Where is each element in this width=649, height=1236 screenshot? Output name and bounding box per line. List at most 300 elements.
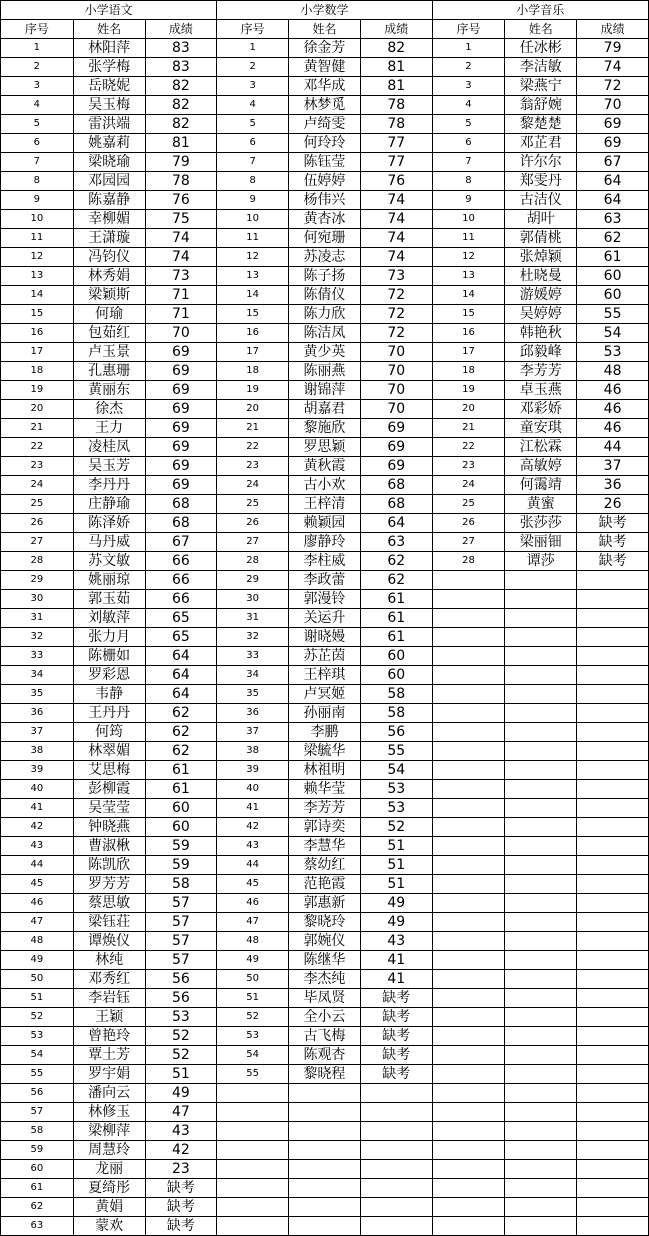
student-name-cell: 黄秋霞 <box>289 457 361 476</box>
seq-cell: 15 <box>217 305 289 324</box>
score-cell: 63 <box>360 533 432 552</box>
empty-cell <box>360 1198 432 1217</box>
empty-cell <box>432 989 505 1008</box>
seq-cell: 48 <box>1 932 74 951</box>
student-name-cell: 罗宇娟 <box>73 1065 145 1084</box>
seq-cell: 53 <box>1 1027 74 1046</box>
seq-cell: 15 <box>432 305 505 324</box>
seq-cell: 52 <box>1 1008 74 1027</box>
seq-cell: 12 <box>432 248 505 267</box>
table-row <box>1 286 649 305</box>
header-name: 姓名 <box>505 20 577 39</box>
score-cell: 52 <box>145 1027 217 1046</box>
score-cell: 60 <box>360 647 432 666</box>
seq-cell: 30 <box>1 590 74 609</box>
table-row <box>1 571 649 590</box>
seq-cell: 33 <box>1 647 74 666</box>
score-cell: 68 <box>145 514 217 533</box>
score-cell: 69 <box>145 438 217 457</box>
student-name-cell: 卢绮雯 <box>289 115 361 134</box>
score-cell: 70 <box>360 362 432 381</box>
table-row <box>1 1065 649 1084</box>
student-name-cell: 彭柳霞 <box>73 780 145 799</box>
student-name-cell: 邓华成 <box>289 77 361 96</box>
score-cell: 76 <box>145 191 217 210</box>
score-cell: 缺考 <box>145 1217 217 1236</box>
seq-cell: 9 <box>1 191 74 210</box>
student-name-cell: 周慧玲 <box>73 1141 145 1160</box>
student-name-cell: 苏芷茵 <box>289 647 361 666</box>
student-name-cell: 雷洪端 <box>73 115 145 134</box>
empty-cell <box>577 1103 649 1122</box>
empty-cell <box>505 932 577 951</box>
header-name: 姓名 <box>73 20 145 39</box>
table-row <box>1 58 649 77</box>
empty-cell <box>432 1027 505 1046</box>
score-cell: 66 <box>145 590 217 609</box>
score-cell: 64 <box>145 647 217 666</box>
table-row <box>1 761 649 780</box>
score-cell: 54 <box>577 324 649 343</box>
empty-cell <box>577 1008 649 1027</box>
student-name-cell: 孙丽南 <box>289 704 361 723</box>
score-cell: 56 <box>145 970 217 989</box>
header-score: 成绩 <box>577 20 649 39</box>
score-cell: 49 <box>360 913 432 932</box>
student-name-cell: 蔡思敏 <box>73 894 145 913</box>
score-cell: 46 <box>577 381 649 400</box>
empty-cell <box>505 1179 577 1198</box>
seq-cell: 55 <box>1 1065 74 1084</box>
seq-cell: 45 <box>217 875 289 894</box>
student-name-cell: 黄丽东 <box>73 381 145 400</box>
student-name-cell: 吴莹莹 <box>73 799 145 818</box>
student-name-cell: 姚丽琼 <box>73 571 145 590</box>
table-row <box>1 343 649 362</box>
student-name-cell: 李鹏 <box>289 723 361 742</box>
student-name-cell: 何玲玲 <box>289 134 361 153</box>
seq-cell: 9 <box>217 191 289 210</box>
score-cell: 68 <box>360 495 432 514</box>
table-row <box>1 1046 649 1065</box>
student-name-cell: 郭惠新 <box>289 894 361 913</box>
student-name-cell: 全小云 <box>289 1008 361 1027</box>
seq-cell: 9 <box>432 191 505 210</box>
empty-cell <box>577 742 649 761</box>
seq-cell: 60 <box>1 1160 74 1179</box>
student-name-cell: 覃土芳 <box>73 1046 145 1065</box>
score-cell: 71 <box>145 305 217 324</box>
empty-cell <box>577 590 649 609</box>
student-name-cell: 吴婷婷 <box>505 305 577 324</box>
table-row <box>1 1103 649 1122</box>
empty-cell <box>432 1046 505 1065</box>
table-row <box>1 894 649 913</box>
seq-cell: 63 <box>1 1217 74 1236</box>
student-name-cell: 邓园园 <box>73 172 145 191</box>
score-cell: 60 <box>145 818 217 837</box>
table-row <box>1 951 649 970</box>
student-name-cell: 梁晓瑜 <box>73 153 145 172</box>
score-cell: 62 <box>360 571 432 590</box>
empty-cell <box>505 1217 577 1236</box>
header-seq: 序号 <box>432 20 505 39</box>
empty-cell <box>432 780 505 799</box>
table-row <box>1 153 649 172</box>
table-row <box>1 96 649 115</box>
empty-cell <box>577 685 649 704</box>
seq-cell: 1 <box>217 39 289 58</box>
student-name-cell: 陈丽燕 <box>289 362 361 381</box>
empty-cell <box>432 913 505 932</box>
empty-cell <box>289 1160 361 1179</box>
student-name-cell: 罗思颖 <box>289 438 361 457</box>
student-name-cell: 陈栅如 <box>73 647 145 666</box>
score-cell: 72 <box>360 305 432 324</box>
empty-cell <box>217 1217 289 1236</box>
seq-cell: 39 <box>217 761 289 780</box>
seq-cell: 52 <box>217 1008 289 1027</box>
score-cell: 65 <box>145 628 217 647</box>
seq-cell: 44 <box>1 856 74 875</box>
seq-cell: 10 <box>217 210 289 229</box>
seq-cell: 5 <box>217 115 289 134</box>
seq-cell: 24 <box>217 476 289 495</box>
empty-cell <box>432 761 505 780</box>
score-cell: 64 <box>145 685 217 704</box>
student-name-cell: 何霭靖 <box>505 476 577 495</box>
seq-cell: 14 <box>1 286 74 305</box>
score-cell: 48 <box>577 362 649 381</box>
table-row <box>1 780 649 799</box>
student-name-cell: 何瑜 <box>73 305 145 324</box>
score-cell: 83 <box>145 39 217 58</box>
score-cell: 57 <box>145 932 217 951</box>
student-name-cell: 郭玉茹 <box>73 590 145 609</box>
score-cell: 70 <box>360 381 432 400</box>
table-row <box>1 400 649 419</box>
table-row <box>1 799 649 818</box>
table-row <box>1 1027 649 1046</box>
empty-cell <box>505 666 577 685</box>
seq-cell: 18 <box>432 362 505 381</box>
score-cell: 72 <box>360 286 432 305</box>
empty-cell <box>505 1046 577 1065</box>
empty-cell <box>505 1008 577 1027</box>
score-cell: 70 <box>360 400 432 419</box>
student-name-cell: 杨伟兴 <box>289 191 361 210</box>
student-name-cell: 刘敏萍 <box>73 609 145 628</box>
subject-title-row <box>1 1 649 20</box>
seq-cell: 10 <box>1 210 74 229</box>
student-name-cell: 潘向云 <box>73 1084 145 1103</box>
score-cell: 82 <box>145 77 217 96</box>
empty-cell <box>505 951 577 970</box>
empty-cell <box>217 1160 289 1179</box>
empty-cell <box>432 1179 505 1198</box>
empty-cell <box>505 704 577 723</box>
score-cell: 61 <box>577 248 649 267</box>
empty-cell <box>432 628 505 647</box>
empty-cell <box>289 1084 361 1103</box>
table-row <box>1 723 649 742</box>
seq-cell: 36 <box>217 704 289 723</box>
score-cell: 53 <box>145 1008 217 1027</box>
student-name-cell: 艾思梅 <box>73 761 145 780</box>
score-cell: 缺考 <box>145 1179 217 1198</box>
student-name-cell: 李岩钰 <box>73 989 145 1008</box>
seq-cell: 17 <box>1 343 74 362</box>
student-name-cell: 凌桂凤 <box>73 438 145 457</box>
student-name-cell: 徐杰 <box>73 400 145 419</box>
score-cell: 51 <box>360 856 432 875</box>
student-name-cell: 游媛婷 <box>505 286 577 305</box>
seq-cell: 23 <box>1 457 74 476</box>
seq-cell: 4 <box>432 96 505 115</box>
seq-cell: 15 <box>1 305 74 324</box>
score-cell: 63 <box>577 210 649 229</box>
seq-cell: 29 <box>217 571 289 590</box>
table-row <box>1 628 649 647</box>
seq-cell: 28 <box>432 552 505 571</box>
seq-cell: 13 <box>217 267 289 286</box>
seq-cell: 44 <box>217 856 289 875</box>
seq-cell: 16 <box>1 324 74 343</box>
seq-cell: 43 <box>217 837 289 856</box>
seq-cell: 38 <box>217 742 289 761</box>
seq-cell: 46 <box>1 894 74 913</box>
seq-cell: 35 <box>1 685 74 704</box>
header-seq: 序号 <box>1 20 74 39</box>
student-name-cell: 李芳芳 <box>505 362 577 381</box>
empty-cell <box>289 1217 361 1236</box>
empty-cell <box>360 1217 432 1236</box>
seq-cell: 20 <box>432 400 505 419</box>
empty-cell <box>505 1027 577 1046</box>
empty-cell <box>432 1160 505 1179</box>
score-cell: 69 <box>145 343 217 362</box>
seq-cell: 23 <box>217 457 289 476</box>
seq-cell: 58 <box>1 1122 74 1141</box>
header-seq: 序号 <box>217 20 289 39</box>
empty-cell <box>432 1065 505 1084</box>
seq-cell: 40 <box>217 780 289 799</box>
seq-cell: 56 <box>1 1084 74 1103</box>
seq-cell: 6 <box>432 134 505 153</box>
empty-cell <box>577 628 649 647</box>
score-cell: 缺考 <box>360 1065 432 1084</box>
table-row <box>1 134 649 153</box>
empty-cell <box>289 1103 361 1122</box>
empty-cell <box>577 1046 649 1065</box>
subject-title: 小学语文 <box>1 1 217 20</box>
empty-cell <box>432 1084 505 1103</box>
table-row <box>1 248 649 267</box>
empty-cell <box>577 1122 649 1141</box>
seq-cell: 8 <box>1 172 74 191</box>
score-cell: 43 <box>360 932 432 951</box>
student-name-cell: 王梓琪 <box>289 666 361 685</box>
empty-cell <box>505 818 577 837</box>
student-name-cell: 苏凌志 <box>289 248 361 267</box>
student-name-cell: 张焯颖 <box>505 248 577 267</box>
student-name-cell: 梁柳萍 <box>73 1122 145 1141</box>
score-cell: 81 <box>360 77 432 96</box>
score-cell: 58 <box>145 875 217 894</box>
score-cell: 64 <box>145 666 217 685</box>
student-name-cell: 胡叶 <box>505 210 577 229</box>
table-row <box>1 932 649 951</box>
seq-cell: 11 <box>1 229 74 248</box>
student-name-cell: 童安琪 <box>505 419 577 438</box>
student-name-cell: 邓秀红 <box>73 970 145 989</box>
seq-cell: 34 <box>1 666 74 685</box>
empty-cell <box>505 723 577 742</box>
table-row <box>1 495 649 514</box>
student-name-cell: 陈凯欣 <box>73 856 145 875</box>
score-cell: 69 <box>145 419 217 438</box>
score-cell: 36 <box>577 476 649 495</box>
student-name-cell: 林祖明 <box>289 761 361 780</box>
subject-title: 小学音乐 <box>432 1 648 20</box>
empty-cell <box>432 799 505 818</box>
score-cell: 46 <box>577 400 649 419</box>
table-row <box>1 1084 649 1103</box>
student-name-cell: 任冰彬 <box>505 39 577 58</box>
table-row <box>1 514 649 533</box>
empty-cell <box>577 1160 649 1179</box>
seq-cell: 12 <box>1 248 74 267</box>
empty-cell <box>217 1084 289 1103</box>
student-name-cell: 郭漫铃 <box>289 590 361 609</box>
student-name-cell: 姚嘉莉 <box>73 134 145 153</box>
score-cell: 缺考 <box>577 552 649 571</box>
empty-cell <box>577 1141 649 1160</box>
empty-cell <box>432 970 505 989</box>
student-name-cell: 孔惠珊 <box>73 362 145 381</box>
student-name-cell: 林纯 <box>73 951 145 970</box>
empty-cell <box>432 704 505 723</box>
empty-cell <box>360 1103 432 1122</box>
table-row <box>1 419 649 438</box>
student-name-cell: 林梦觅 <box>289 96 361 115</box>
student-name-cell: 马丹威 <box>73 533 145 552</box>
score-cell: 79 <box>577 39 649 58</box>
student-name-cell: 陈观杏 <box>289 1046 361 1065</box>
seq-cell: 14 <box>432 286 505 305</box>
seq-cell: 1 <box>432 39 505 58</box>
header-name: 姓名 <box>289 20 361 39</box>
empty-cell <box>577 761 649 780</box>
student-name-cell: 李丹丹 <box>73 476 145 495</box>
score-cell: 81 <box>145 134 217 153</box>
seq-cell: 3 <box>1 77 74 96</box>
seq-cell: 23 <box>432 457 505 476</box>
seq-cell: 18 <box>217 362 289 381</box>
student-name-cell: 林翠媚 <box>73 742 145 761</box>
seq-cell: 57 <box>1 1103 74 1122</box>
student-name-cell: 谭莎 <box>505 552 577 571</box>
empty-cell <box>432 685 505 704</box>
seq-cell: 2 <box>217 58 289 77</box>
empty-cell <box>360 1141 432 1160</box>
score-cell: 69 <box>360 419 432 438</box>
score-cell: 68 <box>145 495 217 514</box>
seq-cell: 19 <box>1 381 74 400</box>
empty-cell <box>432 894 505 913</box>
empty-cell <box>577 856 649 875</box>
score-cell: 64 <box>360 514 432 533</box>
table-row <box>1 533 649 552</box>
seq-cell: 3 <box>217 77 289 96</box>
student-name-cell: 廖静玲 <box>289 533 361 552</box>
score-cell: 61 <box>145 780 217 799</box>
empty-cell <box>432 1198 505 1217</box>
table-row <box>1 989 649 1008</box>
empty-cell <box>432 742 505 761</box>
score-cell: 62 <box>145 723 217 742</box>
score-cell: 74 <box>360 248 432 267</box>
score-cell: 54 <box>360 761 432 780</box>
seq-cell: 50 <box>1 970 74 989</box>
student-name-cell: 杜晓曼 <box>505 267 577 286</box>
student-name-cell: 梁丽钿 <box>505 533 577 552</box>
score-cell: 69 <box>360 438 432 457</box>
seq-cell: 32 <box>217 628 289 647</box>
empty-cell <box>289 1141 361 1160</box>
empty-cell <box>505 970 577 989</box>
seq-cell: 1 <box>1 39 74 58</box>
table-row <box>1 1122 649 1141</box>
seq-cell: 13 <box>432 267 505 286</box>
student-name-cell: 赖华莹 <box>289 780 361 799</box>
score-cell: 82 <box>360 39 432 58</box>
score-cell: 72 <box>577 77 649 96</box>
student-name-cell: 冯钧仪 <box>73 248 145 267</box>
student-name-cell: 韩艳秋 <box>505 324 577 343</box>
student-name-cell: 毕凤贤 <box>289 989 361 1008</box>
empty-cell <box>505 1065 577 1084</box>
empty-cell <box>577 723 649 742</box>
empty-cell <box>217 1103 289 1122</box>
score-cell: 46 <box>577 419 649 438</box>
score-cell: 56 <box>145 989 217 1008</box>
student-name-cell: 卢冥姬 <box>289 685 361 704</box>
score-cell: 57 <box>145 951 217 970</box>
score-cell: 51 <box>145 1065 217 1084</box>
seq-cell: 26 <box>432 514 505 533</box>
seq-cell: 43 <box>1 837 74 856</box>
empty-cell <box>577 666 649 685</box>
student-name-cell: 何宛珊 <box>289 229 361 248</box>
student-name-cell: 陈洁凤 <box>289 324 361 343</box>
score-cell: 缺考 <box>360 989 432 1008</box>
empty-cell <box>577 647 649 666</box>
seq-cell: 40 <box>1 780 74 799</box>
empty-cell <box>505 1103 577 1122</box>
table-row <box>1 229 649 248</box>
seq-cell: 17 <box>217 343 289 362</box>
table-row <box>1 1008 649 1027</box>
student-name-cell: 谢锦萍 <box>289 381 361 400</box>
empty-cell <box>217 1179 289 1198</box>
empty-cell <box>505 799 577 818</box>
student-name-cell: 曹淑楸 <box>73 837 145 856</box>
empty-cell <box>505 590 577 609</box>
empty-cell <box>289 1179 361 1198</box>
student-name-cell: 陈子扬 <box>289 267 361 286</box>
score-cell: 61 <box>145 761 217 780</box>
